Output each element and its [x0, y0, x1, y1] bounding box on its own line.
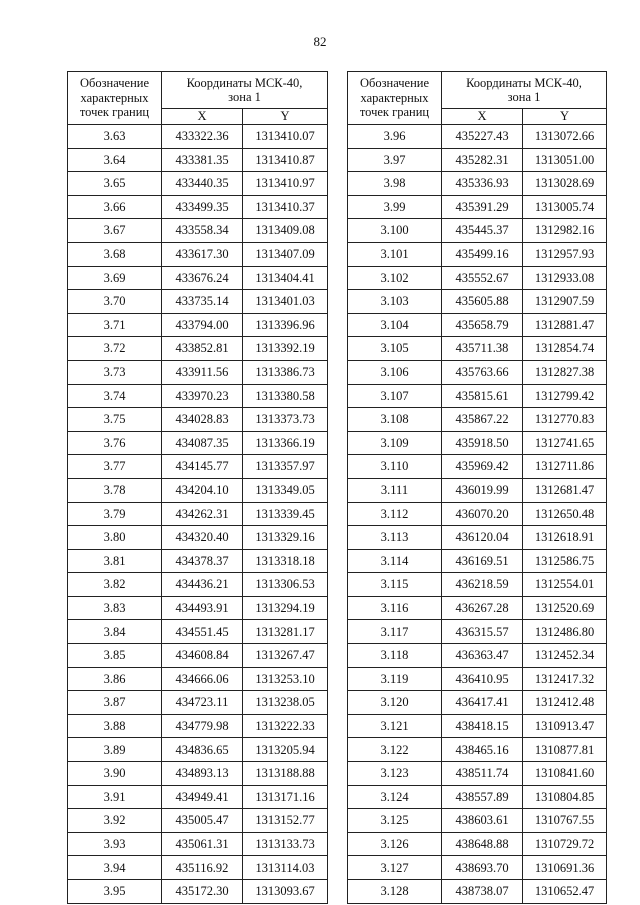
point-id-cell: 3.68	[68, 242, 162, 266]
y-coordinate-cell: 1313171.16	[243, 785, 328, 809]
point-id-cell: 3.122	[348, 738, 442, 762]
point-id-cell: 3.79	[68, 502, 162, 526]
x-coordinate-cell: 435391.29	[442, 195, 523, 219]
x-coordinate-cell: 434436.21	[162, 573, 243, 597]
point-id-cell: 3.107	[348, 384, 442, 408]
point-id-cell: 3.128	[348, 880, 442, 904]
y-coordinate-cell: 1313366.19	[243, 431, 328, 455]
x-coordinate-cell: 438738.07	[442, 880, 523, 904]
header-y: Y	[243, 109, 328, 125]
point-id-cell: 3.111	[348, 478, 442, 502]
x-coordinate-cell: 434378.37	[162, 549, 243, 573]
point-id-cell: 3.65	[68, 172, 162, 196]
x-coordinate-cell: 433970.23	[162, 384, 243, 408]
table-row	[348, 478, 607, 502]
table-row	[348, 738, 607, 762]
x-coordinate-cell: 434836.65	[162, 738, 243, 762]
y-coordinate-cell: 1313357.97	[243, 455, 328, 479]
point-id-cell: 3.115	[348, 573, 442, 597]
point-id-cell: 3.100	[348, 219, 442, 243]
y-coordinate-cell: 1310913.47	[523, 714, 607, 738]
table-row	[68, 832, 328, 856]
y-coordinate-cell: 1312412.48	[523, 691, 607, 715]
table-row	[68, 596, 328, 620]
y-coordinate-cell: 1312741.65	[523, 431, 607, 455]
table-row	[68, 195, 328, 219]
page-number: 82	[313, 34, 327, 49]
point-id-cell: 3.92	[68, 809, 162, 833]
point-id-cell: 3.126	[348, 832, 442, 856]
header-coordinates: Координаты МСК-40, зона 1	[162, 72, 328, 109]
table-row	[348, 856, 607, 880]
x-coordinate-cell: 435172.30	[162, 880, 243, 904]
point-id-cell: 3.112	[348, 502, 442, 526]
point-id-cell: 3.125	[348, 809, 442, 833]
table-row	[68, 667, 328, 691]
y-coordinate-cell: 1313409.08	[243, 219, 328, 243]
table-row	[348, 880, 607, 904]
table-row	[68, 880, 328, 904]
table-row	[68, 290, 328, 314]
table-row	[68, 384, 328, 408]
x-coordinate-cell: 434893.13	[162, 762, 243, 786]
point-id-cell: 3.91	[68, 785, 162, 809]
table-row	[68, 408, 328, 432]
table-row	[68, 644, 328, 668]
x-coordinate-cell: 434666.06	[162, 667, 243, 691]
table-row	[348, 337, 607, 361]
x-coordinate-cell: 436019.99	[442, 478, 523, 502]
x-coordinate-cell: 434204.10	[162, 478, 243, 502]
point-id-cell: 3.73	[68, 360, 162, 384]
table-row	[348, 313, 607, 337]
y-coordinate-cell: 1313404.41	[243, 266, 328, 290]
table-row	[68, 620, 328, 644]
y-coordinate-cell: 1313380.58	[243, 384, 328, 408]
y-coordinate-cell: 1313152.77	[243, 809, 328, 833]
point-id-cell: 3.118	[348, 644, 442, 668]
x-coordinate-cell: 438511.74	[442, 762, 523, 786]
x-coordinate-cell: 436315.57	[442, 620, 523, 644]
y-coordinate-cell: 1313410.97	[243, 172, 328, 196]
y-coordinate-cell: 1313401.03	[243, 290, 328, 314]
x-coordinate-cell: 438465.16	[442, 738, 523, 762]
x-coordinate-cell: 433558.34	[162, 219, 243, 243]
y-coordinate-cell: 1313005.74	[523, 195, 607, 219]
point-id-cell: 3.74	[68, 384, 162, 408]
x-coordinate-cell: 434608.84	[162, 644, 243, 668]
table-row	[68, 148, 328, 172]
x-coordinate-cell: 435445.37	[442, 219, 523, 243]
x-coordinate-cell: 438557.89	[442, 785, 523, 809]
point-id-cell: 3.114	[348, 549, 442, 573]
x-coordinate-cell: 435282.31	[442, 148, 523, 172]
y-coordinate-cell: 1310729.72	[523, 832, 607, 856]
coordinates-table-left	[67, 71, 328, 904]
point-id-cell: 3.96	[348, 125, 442, 149]
table-row	[68, 337, 328, 361]
y-coordinate-cell: 1312554.01	[523, 573, 607, 597]
point-id-cell: 3.119	[348, 667, 442, 691]
point-id-cell: 3.89	[68, 738, 162, 762]
table-row	[348, 573, 607, 597]
table-row	[68, 313, 328, 337]
point-id-cell: 3.113	[348, 526, 442, 550]
x-coordinate-cell: 438648.88	[442, 832, 523, 856]
table-row	[348, 266, 607, 290]
x-coordinate-cell: 435815.61	[442, 384, 523, 408]
point-id-cell: 3.87	[68, 691, 162, 715]
y-coordinate-cell: 1313051.00	[523, 148, 607, 172]
y-coordinate-cell: 1313349.05	[243, 478, 328, 502]
y-coordinate-cell: 1313072.66	[523, 125, 607, 149]
table-row	[68, 172, 328, 196]
point-id-cell: 3.98	[348, 172, 442, 196]
y-coordinate-cell: 1313093.67	[243, 880, 328, 904]
y-coordinate-cell: 1313410.37	[243, 195, 328, 219]
y-coordinate-cell: 1310767.55	[523, 809, 607, 833]
table-body-right	[348, 125, 607, 904]
point-id-cell: 3.81	[68, 549, 162, 573]
table-body-left	[68, 125, 328, 904]
y-coordinate-cell: 1312520.69	[523, 596, 607, 620]
table-row	[348, 502, 607, 526]
y-coordinate-cell: 1313373.73	[243, 408, 328, 432]
table-row	[348, 667, 607, 691]
point-id-cell: 3.110	[348, 455, 442, 479]
point-id-cell: 3.116	[348, 596, 442, 620]
y-coordinate-cell: 1310691.36	[523, 856, 607, 880]
table-row	[348, 620, 607, 644]
x-coordinate-cell: 433440.35	[162, 172, 243, 196]
x-coordinate-cell: 436070.20	[442, 502, 523, 526]
y-coordinate-cell: 1313410.07	[243, 125, 328, 149]
x-coordinate-cell: 433794.00	[162, 313, 243, 337]
point-id-cell: 3.78	[68, 478, 162, 502]
x-coordinate-cell: 435763.66	[442, 360, 523, 384]
point-id-cell: 3.88	[68, 714, 162, 738]
table-row	[348, 526, 607, 550]
point-id-cell: 3.105	[348, 337, 442, 361]
y-coordinate-cell: 1312681.47	[523, 478, 607, 502]
y-coordinate-cell: 1312827.38	[523, 360, 607, 384]
point-id-cell: 3.102	[348, 266, 442, 290]
x-coordinate-cell: 436267.28	[442, 596, 523, 620]
x-coordinate-cell: 434145.77	[162, 455, 243, 479]
table-row	[68, 125, 328, 149]
x-coordinate-cell: 436218.59	[442, 573, 523, 597]
table-row	[348, 242, 607, 266]
table-row	[348, 549, 607, 573]
y-coordinate-cell: 1313329.16	[243, 526, 328, 550]
point-id-cell: 3.106	[348, 360, 442, 384]
table-row	[348, 832, 607, 856]
y-coordinate-cell: 1313267.47	[243, 644, 328, 668]
table-row	[68, 714, 328, 738]
x-coordinate-cell: 433381.35	[162, 148, 243, 172]
point-id-cell: 3.93	[68, 832, 162, 856]
x-coordinate-cell: 435552.67	[442, 266, 523, 290]
x-coordinate-cell: 435116.92	[162, 856, 243, 880]
x-coordinate-cell: 434723.11	[162, 691, 243, 715]
point-id-cell: 3.84	[68, 620, 162, 644]
point-id-cell: 3.72	[68, 337, 162, 361]
point-id-cell: 3.108	[348, 408, 442, 432]
y-coordinate-cell: 1312854.74	[523, 337, 607, 361]
y-coordinate-cell: 1313339.45	[243, 502, 328, 526]
table-row	[348, 125, 607, 149]
point-id-cell: 3.99	[348, 195, 442, 219]
y-coordinate-cell: 1310877.81	[523, 738, 607, 762]
x-coordinate-cell: 438693.70	[442, 856, 523, 880]
x-coordinate-cell: 436169.51	[442, 549, 523, 573]
point-id-cell: 3.80	[68, 526, 162, 550]
point-id-cell: 3.103	[348, 290, 442, 314]
x-coordinate-cell: 435918.50	[442, 431, 523, 455]
x-coordinate-cell: 433617.30	[162, 242, 243, 266]
x-coordinate-cell: 435969.42	[442, 455, 523, 479]
x-coordinate-cell: 433735.14	[162, 290, 243, 314]
point-id-cell: 3.127	[348, 856, 442, 880]
point-id-cell: 3.121	[348, 714, 442, 738]
table-row	[68, 478, 328, 502]
x-coordinate-cell: 433499.35	[162, 195, 243, 219]
table-row	[348, 384, 607, 408]
x-coordinate-cell: 434262.31	[162, 502, 243, 526]
point-id-cell: 3.123	[348, 762, 442, 786]
y-coordinate-cell: 1313294.19	[243, 596, 328, 620]
x-coordinate-cell: 435605.88	[442, 290, 523, 314]
header-y: Y	[523, 109, 607, 125]
point-id-cell: 3.77	[68, 455, 162, 479]
y-coordinate-cell: 1313306.53	[243, 573, 328, 597]
y-coordinate-cell: 1313238.05	[243, 691, 328, 715]
table-row	[68, 242, 328, 266]
y-coordinate-cell: 1312957.93	[523, 242, 607, 266]
table-row	[348, 785, 607, 809]
x-coordinate-cell: 436120.04	[442, 526, 523, 550]
point-id-cell: 3.97	[348, 148, 442, 172]
point-id-cell: 3.90	[68, 762, 162, 786]
point-id-cell: 3.95	[68, 880, 162, 904]
table-row	[68, 502, 328, 526]
table-row	[348, 219, 607, 243]
y-coordinate-cell: 1312650.48	[523, 502, 607, 526]
point-id-cell: 3.109	[348, 431, 442, 455]
y-coordinate-cell: 1310841.60	[523, 762, 607, 786]
table-row	[348, 691, 607, 715]
point-id-cell: 3.120	[348, 691, 442, 715]
x-coordinate-cell: 435336.93	[442, 172, 523, 196]
y-coordinate-cell: 1312907.59	[523, 290, 607, 314]
table-row	[348, 596, 607, 620]
point-id-cell: 3.76	[68, 431, 162, 455]
y-coordinate-cell: 1313205.94	[243, 738, 328, 762]
table-row	[68, 219, 328, 243]
x-coordinate-cell: 433911.56	[162, 360, 243, 384]
y-coordinate-cell: 1312933.08	[523, 266, 607, 290]
table-row	[348, 809, 607, 833]
y-coordinate-cell: 1312711.86	[523, 455, 607, 479]
table-row	[68, 809, 328, 833]
y-coordinate-cell: 1312881.47	[523, 313, 607, 337]
x-coordinate-cell: 438418.15	[442, 714, 523, 738]
x-coordinate-cell: 434551.45	[162, 620, 243, 644]
y-coordinate-cell: 1313318.18	[243, 549, 328, 573]
y-coordinate-cell: 1313253.10	[243, 667, 328, 691]
y-coordinate-cell: 1312586.75	[523, 549, 607, 573]
table-row	[68, 856, 328, 880]
table-row	[68, 762, 328, 786]
point-id-cell: 3.67	[68, 219, 162, 243]
y-coordinate-cell: 1313114.03	[243, 856, 328, 880]
table-row	[348, 431, 607, 455]
x-coordinate-cell: 436417.41	[442, 691, 523, 715]
x-coordinate-cell: 434320.40	[162, 526, 243, 550]
table-row	[348, 172, 607, 196]
point-id-cell: 3.85	[68, 644, 162, 668]
x-coordinate-cell: 433676.24	[162, 266, 243, 290]
x-coordinate-cell: 436410.95	[442, 667, 523, 691]
y-coordinate-cell: 1312486.80	[523, 620, 607, 644]
table-row	[68, 526, 328, 550]
x-coordinate-cell: 435005.47	[162, 809, 243, 833]
table-row	[348, 360, 607, 384]
y-coordinate-cell: 1312452.34	[523, 644, 607, 668]
y-coordinate-cell: 1313410.87	[243, 148, 328, 172]
point-id-cell: 3.70	[68, 290, 162, 314]
table-row	[68, 785, 328, 809]
point-id-cell: 3.86	[68, 667, 162, 691]
x-coordinate-cell: 438603.61	[442, 809, 523, 833]
table-row	[68, 573, 328, 597]
point-id-cell: 3.117	[348, 620, 442, 644]
point-id-cell: 3.83	[68, 596, 162, 620]
x-coordinate-cell: 434949.41	[162, 785, 243, 809]
header-point-designation: Обозначение характерных точек границ	[68, 72, 162, 125]
y-coordinate-cell: 1313222.33	[243, 714, 328, 738]
y-coordinate-cell: 1313396.96	[243, 313, 328, 337]
table-row	[348, 408, 607, 432]
x-coordinate-cell: 435227.43	[442, 125, 523, 149]
x-coordinate-cell: 434493.91	[162, 596, 243, 620]
y-coordinate-cell: 1313133.73	[243, 832, 328, 856]
y-coordinate-cell: 1312770.83	[523, 408, 607, 432]
y-coordinate-cell: 1313188.88	[243, 762, 328, 786]
x-coordinate-cell: 433852.81	[162, 337, 243, 361]
x-coordinate-cell: 434779.98	[162, 714, 243, 738]
x-coordinate-cell: 435499.16	[442, 242, 523, 266]
header-x: X	[162, 109, 243, 125]
y-coordinate-cell: 1313281.17	[243, 620, 328, 644]
coordinates-table-right	[347, 71, 607, 904]
x-coordinate-cell: 435867.22	[442, 408, 523, 432]
point-id-cell: 3.75	[68, 408, 162, 432]
y-coordinate-cell: 1313028.69	[523, 172, 607, 196]
point-id-cell: 3.63	[68, 125, 162, 149]
table-row	[68, 431, 328, 455]
table-row	[68, 266, 328, 290]
table-row	[68, 455, 328, 479]
point-id-cell: 3.101	[348, 242, 442, 266]
x-coordinate-cell: 433322.36	[162, 125, 243, 149]
x-coordinate-cell: 436363.47	[442, 644, 523, 668]
header-point-designation: Обозначение характерных точек границ	[348, 72, 442, 125]
point-id-cell: 3.69	[68, 266, 162, 290]
y-coordinate-cell: 1312417.32	[523, 667, 607, 691]
table-row	[68, 360, 328, 384]
table-row	[348, 762, 607, 786]
x-coordinate-cell: 434028.83	[162, 408, 243, 432]
table-row	[348, 644, 607, 668]
x-coordinate-cell: 435711.38	[442, 337, 523, 361]
table-row	[348, 455, 607, 479]
header-coordinates: Координаты МСК-40, зона 1	[442, 72, 607, 109]
y-coordinate-cell: 1310804.85	[523, 785, 607, 809]
point-id-cell: 3.71	[68, 313, 162, 337]
y-coordinate-cell: 1312799.42	[523, 384, 607, 408]
table-row	[348, 148, 607, 172]
point-id-cell: 3.66	[68, 195, 162, 219]
y-coordinate-cell: 1313407.09	[243, 242, 328, 266]
table-row	[348, 195, 607, 219]
point-id-cell: 3.64	[68, 148, 162, 172]
header-x: X	[442, 109, 523, 125]
y-coordinate-cell: 1313392.19	[243, 337, 328, 361]
point-id-cell: 3.104	[348, 313, 442, 337]
point-id-cell: 3.124	[348, 785, 442, 809]
y-coordinate-cell: 1313386.73	[243, 360, 328, 384]
table-row	[68, 738, 328, 762]
table-row	[68, 691, 328, 715]
x-coordinate-cell: 435061.31	[162, 832, 243, 856]
x-coordinate-cell: 435658.79	[442, 313, 523, 337]
table-row	[68, 549, 328, 573]
y-coordinate-cell: 1312618.91	[523, 526, 607, 550]
point-id-cell: 3.82	[68, 573, 162, 597]
table-row	[348, 714, 607, 738]
y-coordinate-cell: 1310652.47	[523, 880, 607, 904]
y-coordinate-cell: 1312982.16	[523, 219, 607, 243]
table-row	[348, 290, 607, 314]
x-coordinate-cell: 434087.35	[162, 431, 243, 455]
point-id-cell: 3.94	[68, 856, 162, 880]
